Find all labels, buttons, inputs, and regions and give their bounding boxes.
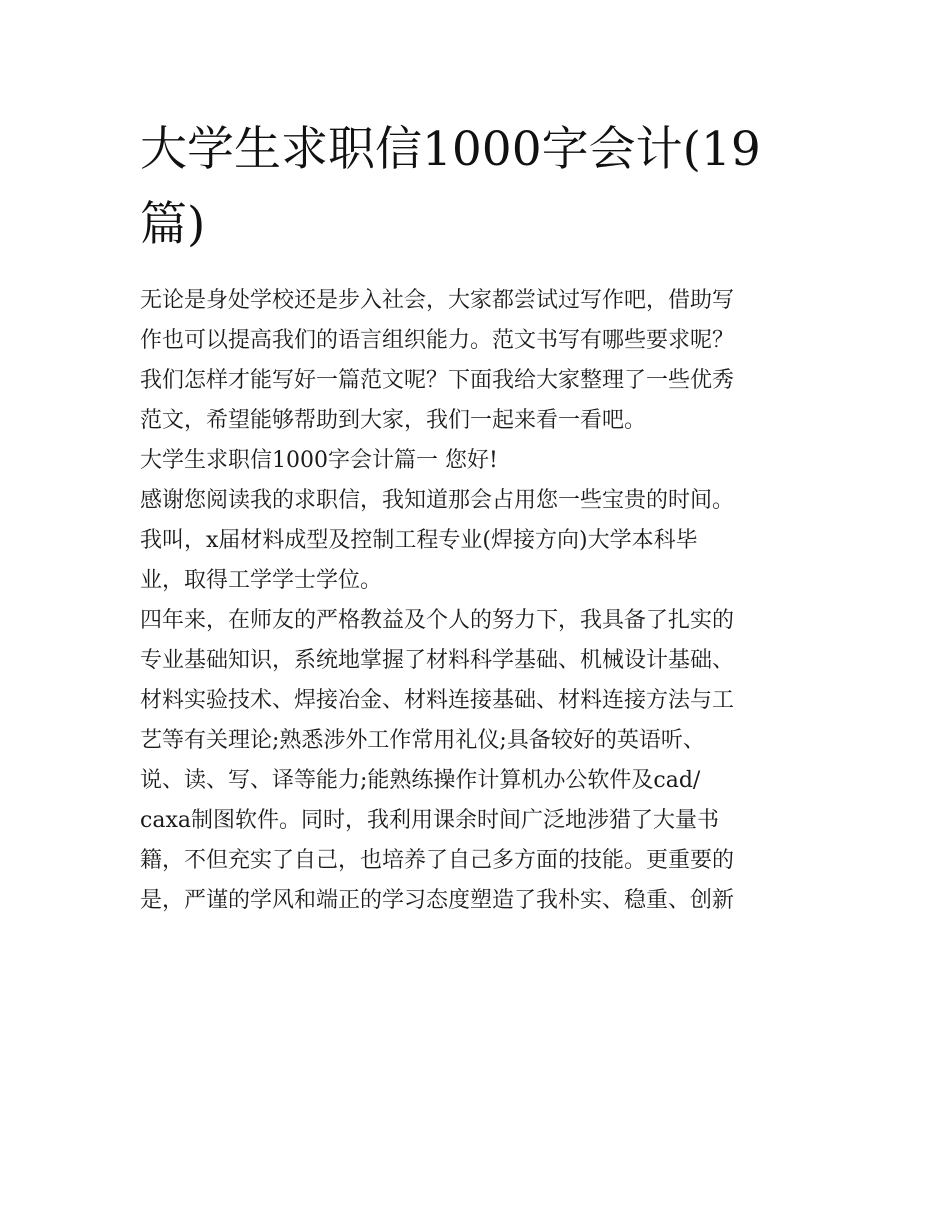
body-line-8: 业，取得工学学士学位。 bbox=[140, 568, 383, 593]
title-line-2: 篇) bbox=[140, 197, 206, 252]
document-title bbox=[140, 112, 820, 262]
section-heading-line: 大学生求职信1000字会计篇一 您好! bbox=[140, 448, 498, 473]
body-line-2: 作也可以提高我们的语言组织能力。范文书写有哪些要求呢？ bbox=[140, 328, 735, 353]
body-line-15: 籍，不但充实了自己，也培养了自己多方面的技能。更重要的 bbox=[140, 848, 735, 873]
body-line-13: 说、读、写、译等能力;能熟练操作计算机办公软件及cad/ bbox=[140, 768, 701, 793]
title-line-1: 大学生求职信1000字会计(19 bbox=[140, 122, 761, 177]
body-line-14: caxa制图软件。同时，我利用课余时间广泛地涉猎了大量书 bbox=[140, 808, 719, 833]
body-line-4: 范文，希望能够帮助到大家，我们一起来看一看吧。 bbox=[140, 408, 647, 433]
body-line-1: 无论是身处学校还是步入社会，大家都尝试过写作吧，借助写 bbox=[140, 288, 735, 313]
body-line-12: 艺等有关理论;熟悉涉外工作常用礼仪;具备较好的英语听、 bbox=[140, 728, 705, 753]
body-line-16: 是，严谨的学风和端正的学习态度塑造了我朴实、稳重、创新 bbox=[140, 888, 735, 913]
document-body bbox=[140, 281, 820, 921]
body-line-7: 我叫，x届材料成型及控制工程专业(焊接方向)大学本科毕 bbox=[140, 528, 698, 553]
body-line-11: 材料实验技术、焊接冶金、材料连接基础、材料连接方法与工 bbox=[140, 688, 735, 713]
body-line-6: 感谢您阅读我的求职信，我知道那会占用您一些宝贵的时间。 bbox=[140, 488, 735, 513]
body-line-9: 四年来，在师友的严格教益及个人的努力下，我具备了扎实的 bbox=[140, 608, 735, 633]
body-line-10: 专业基础知识，系统地掌握了材料科学基础、机械设计基础、 bbox=[140, 648, 735, 673]
body-line-3: 我们怎样才能写好一篇范文呢？下面我给大家整理了一些优秀 bbox=[140, 368, 735, 393]
